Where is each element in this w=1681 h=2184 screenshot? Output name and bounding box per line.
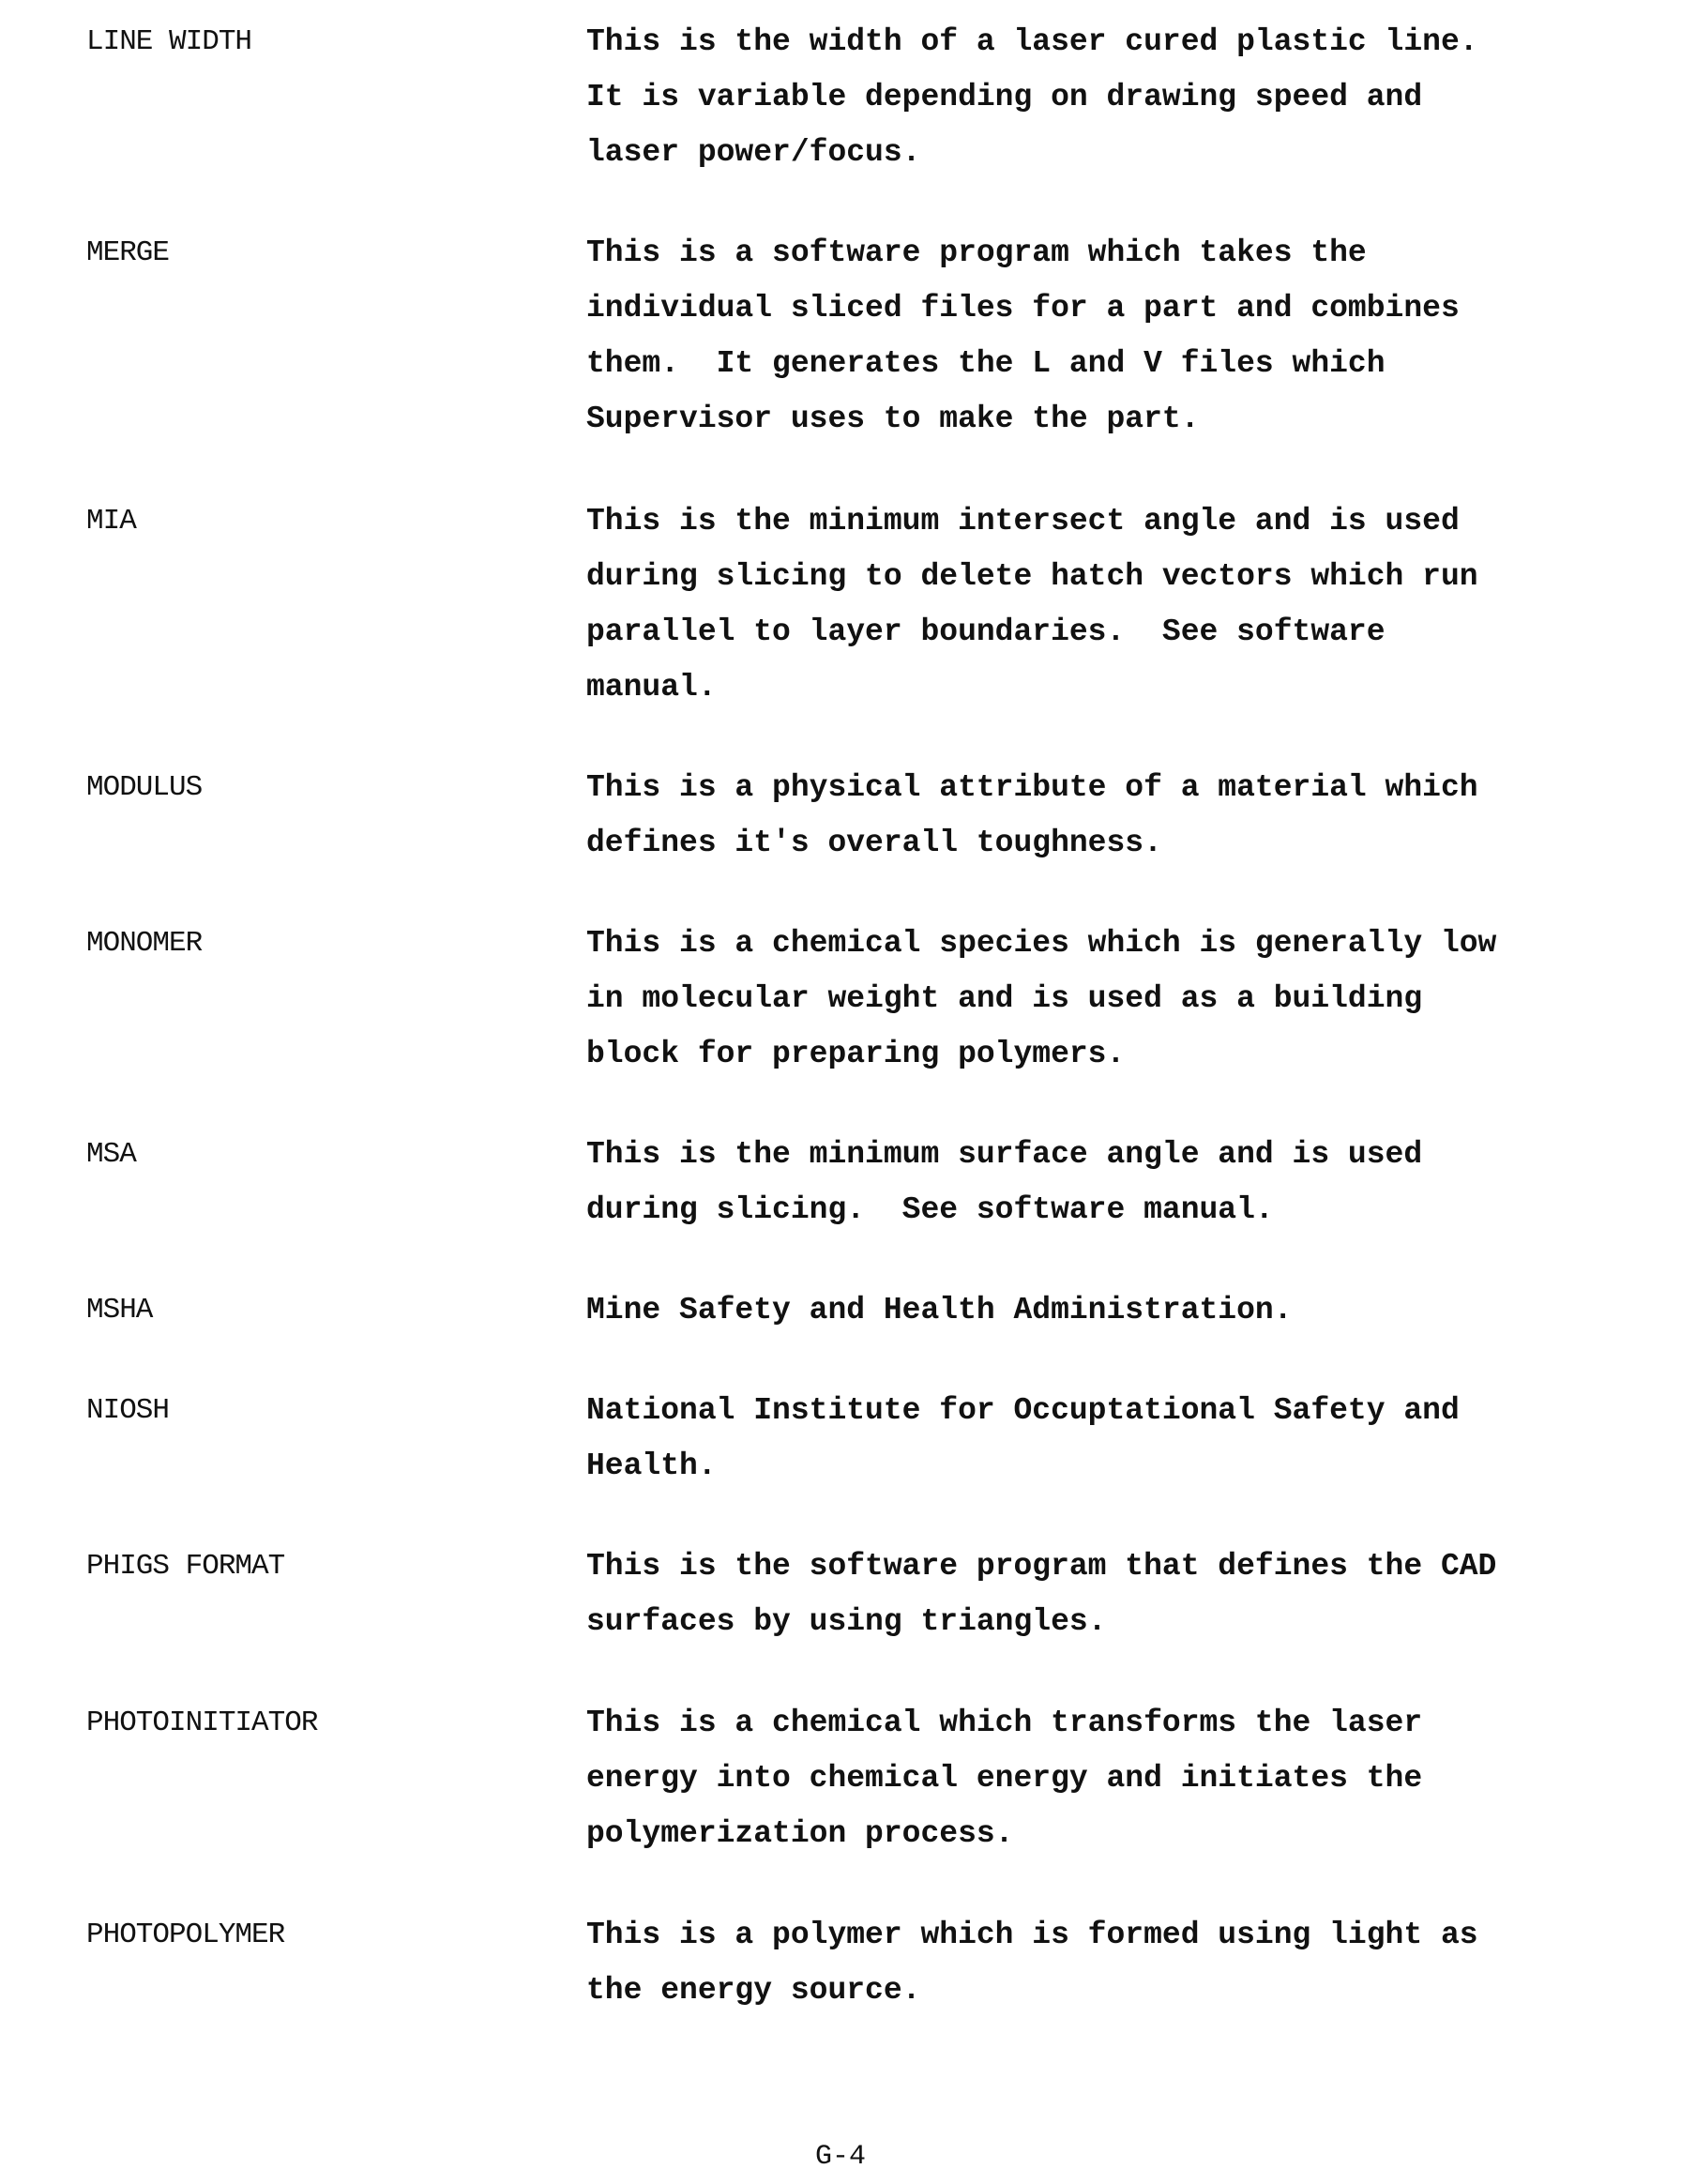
definition-line: National Institute for Occuptational Safety and: [586, 1383, 1637, 1438]
glossary-term: MERGE: [86, 225, 169, 281]
glossary-definition: [586, 1127, 1637, 1237]
glossary-term: PHOTOINITIATOR: [86, 1695, 317, 1751]
definition-line: individual sliced files for a part and combines: [586, 281, 1637, 336]
glossary-definition: [586, 14, 1637, 180]
definition-line: This is the minimum surface angle and is used: [586, 1127, 1637, 1182]
glossary-definition: [586, 1907, 1637, 2018]
glossary-term: LINE WIDTH: [86, 14, 251, 69]
definition-line: polymerization process.: [586, 1806, 1637, 1861]
definition-line: defines it's overall toughness.: [586, 815, 1637, 871]
glossary-term: NIOSH: [86, 1383, 169, 1438]
glossary-definition: [586, 760, 1637, 871]
definition-line: the energy source.: [586, 1963, 1637, 2018]
glossary-term: MODULUS: [86, 760, 202, 815]
definition-line: This is the minimum intersect angle and is used: [586, 493, 1637, 549]
definition-line: This is a chemical which transforms the laser: [586, 1695, 1637, 1751]
glossary-term: MSA: [86, 1127, 136, 1182]
definition-line: in molecular weight and is used as a building: [586, 971, 1637, 1026]
glossary-term: PHOTOPOLYMER: [86, 1907, 284, 1963]
definition-line: It is variable depending on drawing speed and: [586, 69, 1637, 125]
glossary-definition: [586, 1695, 1637, 1861]
definition-line: This is a polymer which is formed using light as: [586, 1907, 1637, 1963]
definition-line: manual.: [586, 660, 1637, 715]
definition-line: them. It generates the L and V files which: [586, 336, 1637, 391]
definition-line: This is the width of a laser cured plastic line.: [586, 14, 1637, 69]
glossary-term: MSHA: [86, 1282, 152, 1338]
glossary-definition: [586, 1282, 1637, 1338]
definition-line: This is the software program that defines the CAD: [586, 1539, 1637, 1594]
page-number: G-4: [0, 2141, 1681, 2173]
glossary-term: PHIGS FORMAT: [86, 1539, 284, 1594]
definition-line: Health.: [586, 1438, 1637, 1494]
definition-line: Supervisor uses to make the part.: [586, 391, 1637, 447]
definition-line: block for preparing polymers.: [586, 1026, 1637, 1082]
glossary-definition: [586, 225, 1637, 447]
glossary-definition: [586, 1383, 1637, 1494]
definition-line: parallel to layer boundaries. See software: [586, 604, 1637, 660]
glossary-term: MONOMER: [86, 916, 202, 971]
definition-line: during slicing to delete hatch vectors which run: [586, 549, 1637, 604]
definition-line: energy into chemical energy and initiates the: [586, 1751, 1637, 1806]
definition-line: This is a chemical species which is generally low: [586, 916, 1637, 971]
definition-line: Mine Safety and Health Administration.: [586, 1282, 1637, 1338]
definition-line: This is a software program which takes the: [586, 225, 1637, 281]
glossary-definition: [586, 916, 1637, 1082]
glossary-definition: [586, 493, 1637, 715]
glossary-term: MIA: [86, 493, 136, 549]
definition-line: surfaces by using triangles.: [586, 1594, 1637, 1649]
definition-line: during slicing. See software manual.: [586, 1182, 1637, 1237]
glossary-definition: [586, 1539, 1637, 1649]
definition-line: This is a physical attribute of a material which: [586, 760, 1637, 815]
definition-line: laser power/focus.: [586, 125, 1637, 180]
